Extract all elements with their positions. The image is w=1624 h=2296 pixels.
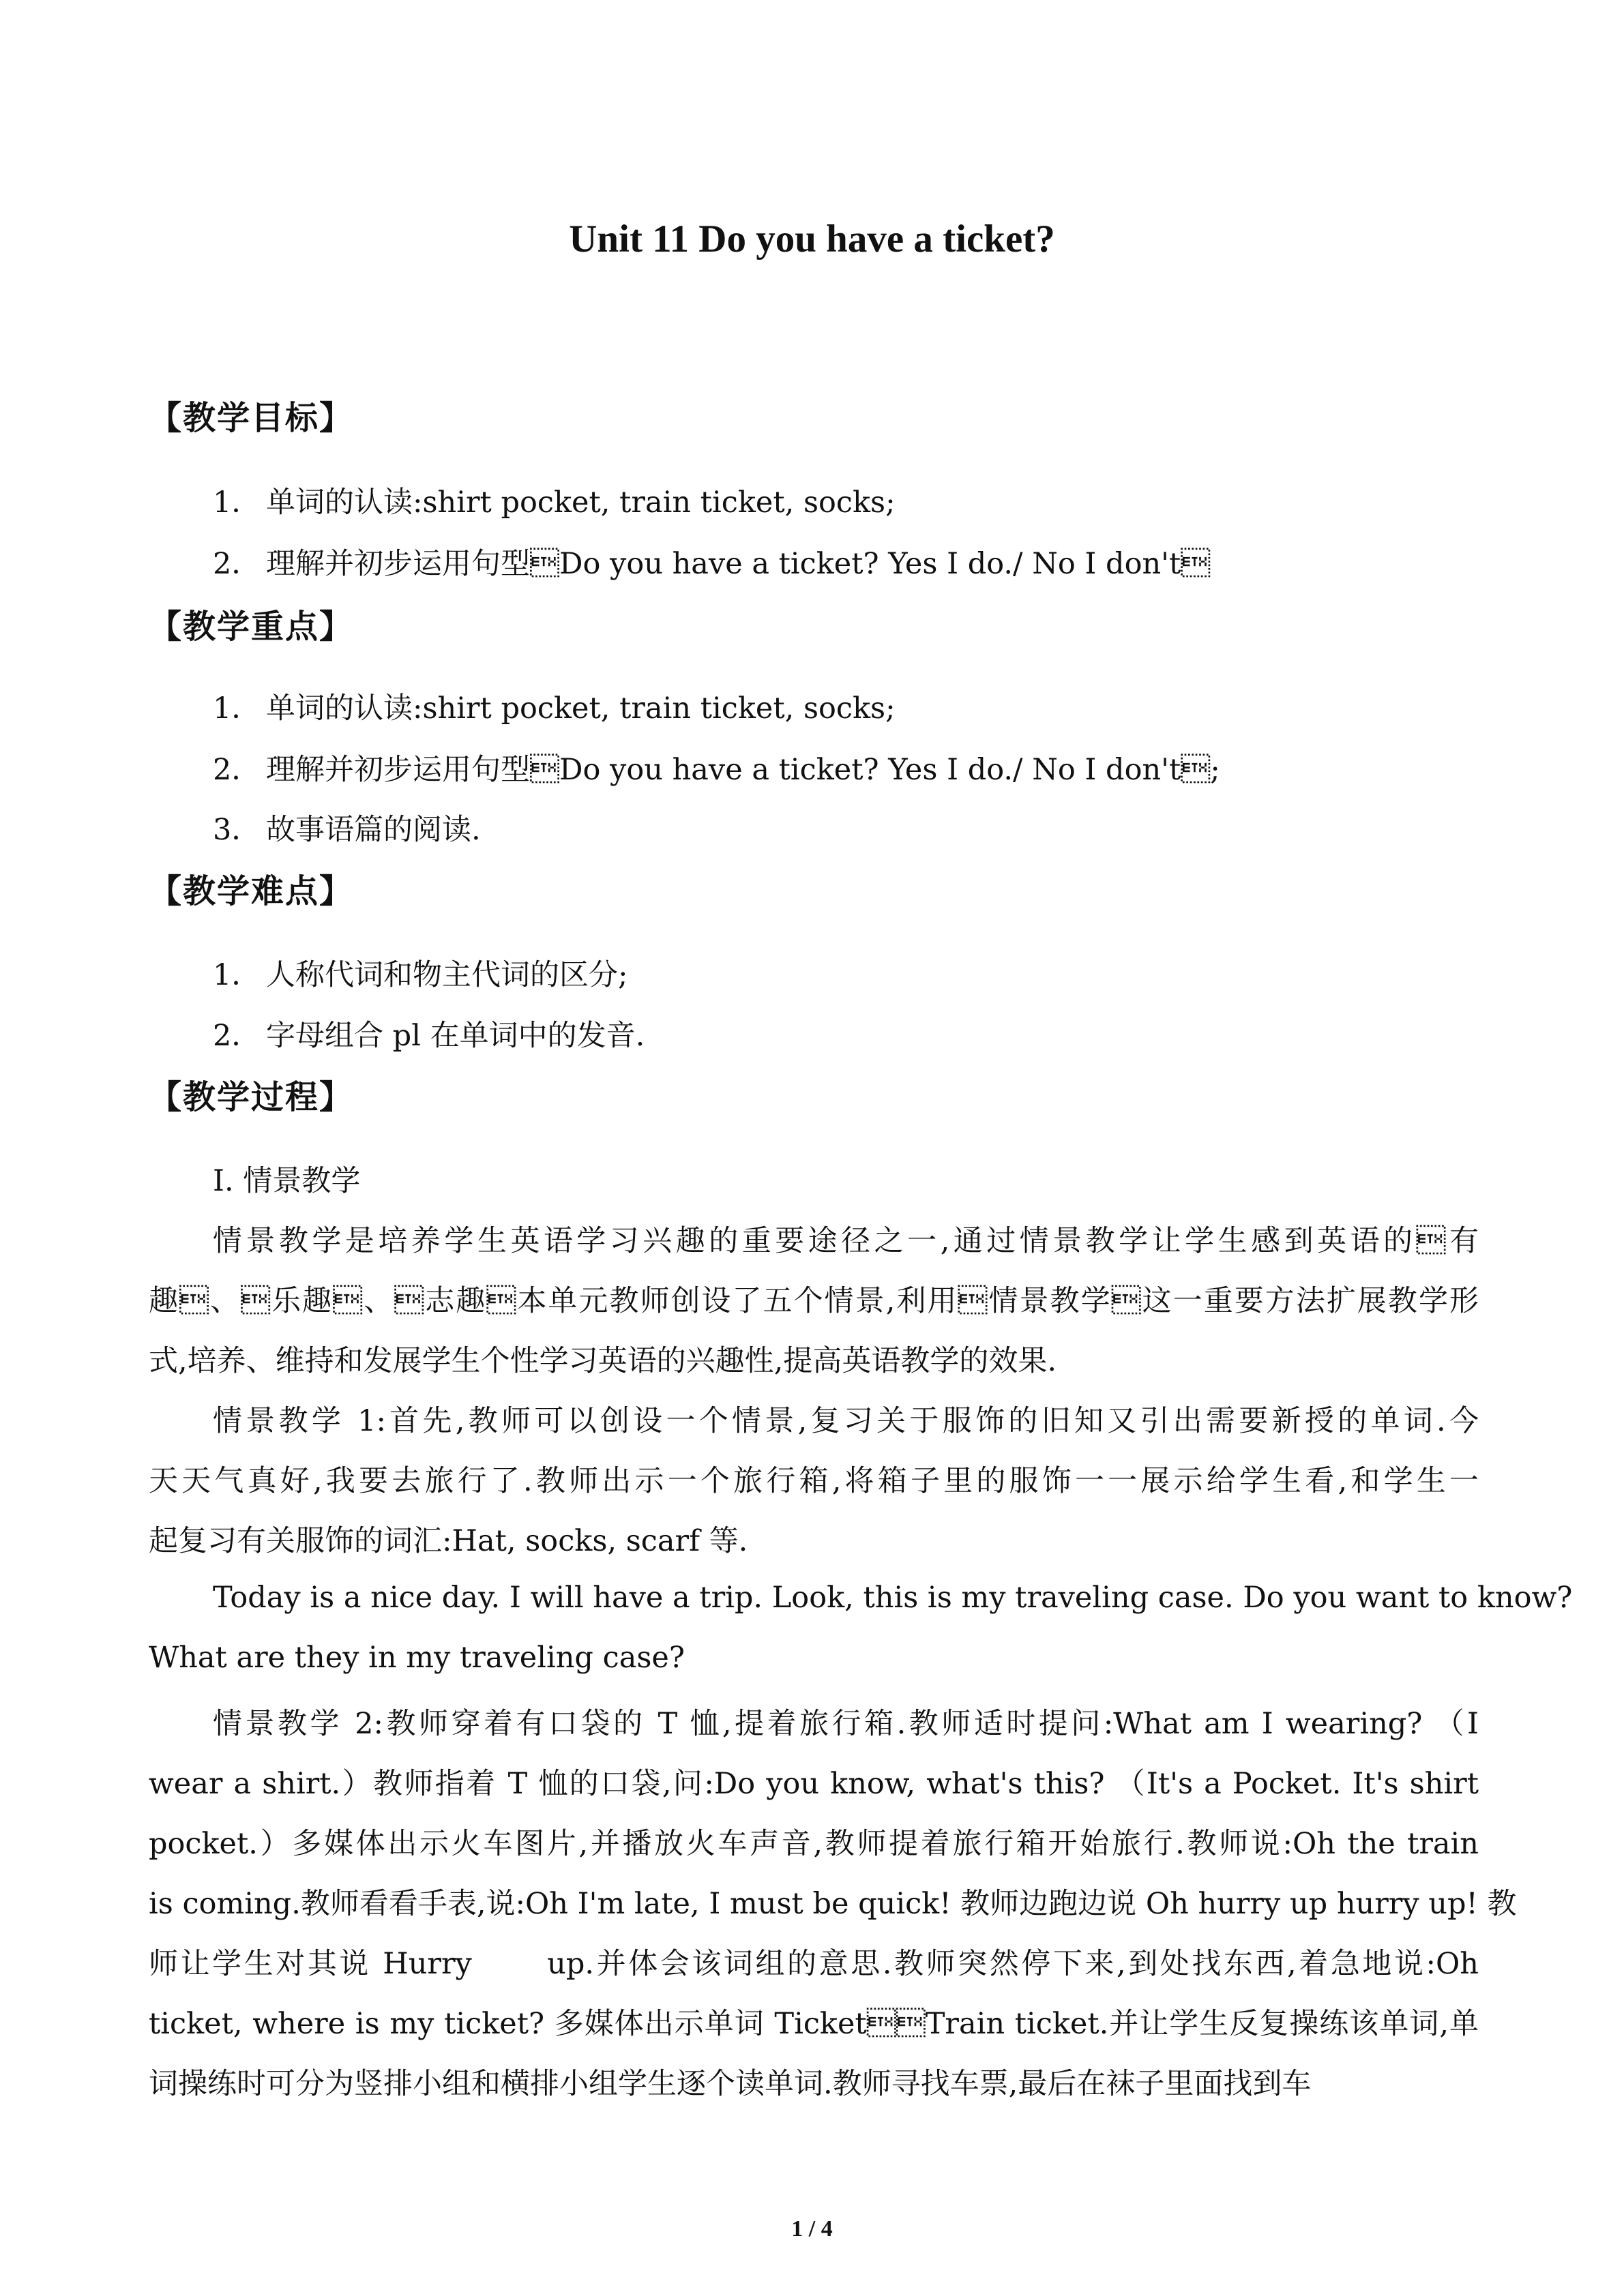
paragraph-line: pocket.）多媒体出示火车图片,并播放火车声音,教师提着旅行箱开始旅行.教师说:Oh the train <box>149 1827 1479 1861</box>
difficulty-item: 1． 人称代词和物主代词的区分; <box>213 958 628 992</box>
section-heading-difficulties: 【教学难点】 <box>149 872 354 910</box>
paragraph-line: 情景教学是培养学生英语学习兴趣的重要途径之一,通过情景教学让学生感到英语的有 <box>213 1224 1479 1258</box>
paragraph-line: 式,培养、维持和发展学生个性学习英语的兴趣性,提高英语教学的效果. <box>149 1344 1057 1378</box>
objective-item: 1． 单词的认读:shirt pocket, train ticket, socks; <box>213 486 896 520</box>
paragraph-line: 情景教学 1:首先,教师可以创设一个情景,复习关于服饰的旧知又引出需要新授的单词.今 <box>213 1404 1479 1438</box>
key-point-item: 1． 单词的认读:shirt pocket, train ticket, socks; <box>213 691 896 726</box>
paragraph-line: 师让学生对其说 Hurry up.并体会该词组的意思.教师突然停下来,到处找东西,着急地说:Oh <box>149 1947 1479 1981</box>
objective-item: 2． 理解并初步运用句型Do you have a ticket? Yes I do./ No I don't <box>213 547 1211 581</box>
paragraph-line: wear a shirt.）教师指着 T 恤的口袋,问:Do you know, what's this? （It's a Pocket. It's shirt <box>149 1767 1479 1801</box>
paragraph-line: is coming.教师看看手表,说:Oh I'm late, I must be quick! 教师边跑边说 Oh hurry up hurry up! 教 <box>149 1887 1517 1921</box>
difficulty-item: 2． 字母组合 pl 在单词中的发音. <box>213 1019 645 1053</box>
paragraph-line: 趣、乐趣、志趣本单元教师创设了五个情景,利用情景教学这一重要方法扩展教学形 <box>149 1284 1479 1318</box>
document-title: Unit 11 Do you have a ticket? <box>569 218 1055 260</box>
key-point-item: 3． 故事语篇的阅读. <box>213 813 481 847</box>
process-subheading: I. 情景教学 <box>213 1164 361 1198</box>
paragraph-line: Today is a nice day. I will have a trip. Look, this is my traveling case. Do you want to know? <box>213 1581 1573 1615</box>
page-number: 1 / 4 <box>791 2216 833 2241</box>
paragraph-line: ticket, where is my ticket? 多媒体出示单词 TicketTrain ticket.并让学生反复操练该单词,单 <box>149 2007 1479 2041</box>
paragraph-line: 起复习有关服饰的词汇:Hat, socks, scarf 等. <box>149 1524 748 1558</box>
paragraph-line: 天天气真好,我要去旅行了.教师出示一个旅行箱,将箱子里的服饰一一展示给学生看,和学生一 <box>149 1464 1479 1498</box>
paragraph-line: What are they in my traveling case? <box>149 1641 685 1675</box>
paragraph-line: 情景教学 2:教师穿着有口袋的 T 恤,提着旅行箱.教师适时提问:What am I wearing? （I <box>213 1707 1479 1741</box>
section-heading-process: 【教学过程】 <box>149 1078 354 1116</box>
section-heading-objectives: 【教学目标】 <box>149 399 354 437</box>
paragraph-line: 词操练时可分为竖排小组和横排小组学生逐个读单词.教师寻找车票,最后在袜子里面找到车 <box>149 2067 1312 2101</box>
section-heading-key-points: 【教学重点】 <box>149 608 354 646</box>
key-point-item: 2． 理解并初步运用句型Do you have a ticket? Yes I do./ No I don't; <box>213 753 1220 787</box>
